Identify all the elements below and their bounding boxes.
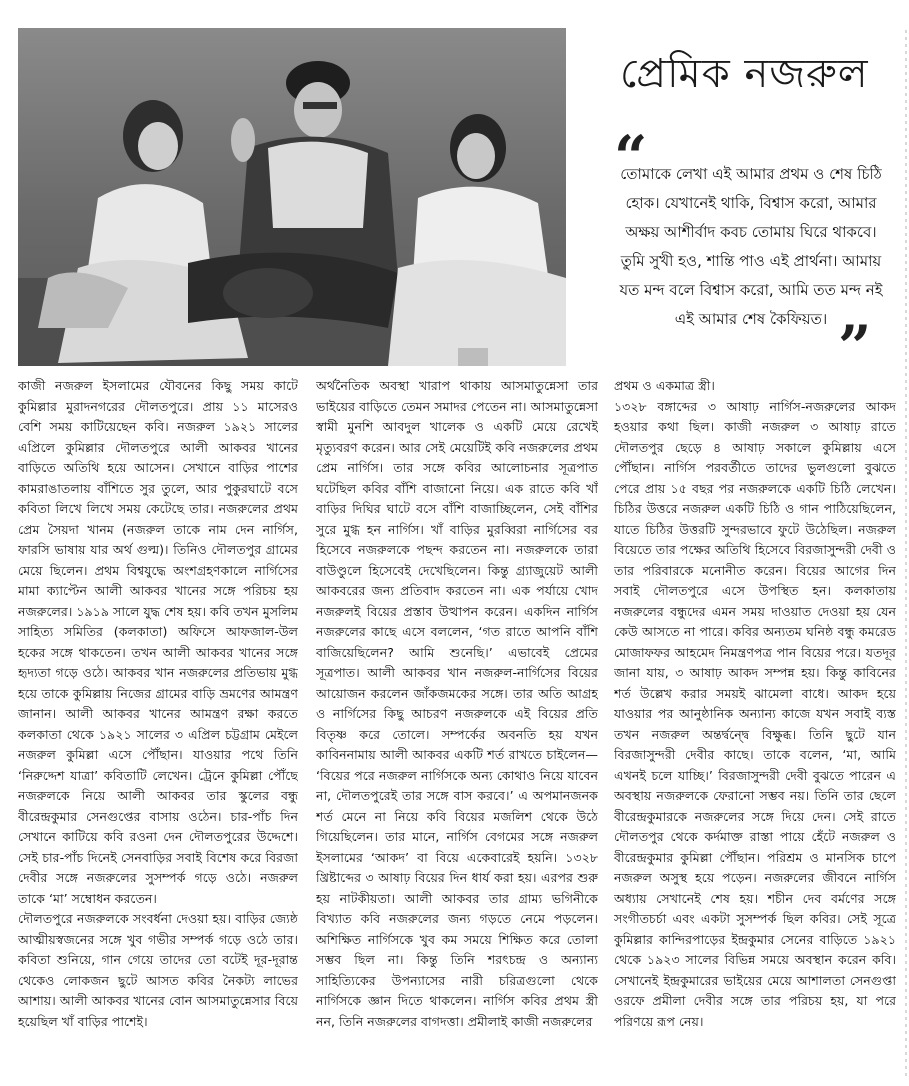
article-column-1 (18, 376, 298, 1078)
page-edge-divider (905, 30, 907, 1080)
photo-illustration (18, 28, 566, 366)
pull-quote: তোমাকে লেখা এই আমার প্রথম ও শেষ চিঠি হোক। যেখানেই থাকি, বিশ্বাস করো, আমার অক্ষয় আশীর্বাদ কবচ তোমায় ঘিরে থাকবে। তুমি সুখী হও, শান্তি পাও এই প্রার্থনা। আমায় যত মন্দ বলে বিশ্বাস করো, আমি তত মন্দ নই এই আমার শেষ কৈফিয়ত। (619, 165, 883, 328)
column-paragraph: প্রথম ও একমাত্র স্ত্রী। (614, 378, 715, 393)
article-column-3 (614, 376, 896, 1078)
column-paragraph: কাজী নজরুল ইসলামের যৌবনের কিছু সময় কাটে কুমিল্লার মুরাদনগরের দৌলতপুরে। প্রায় ১১ মাসেরও বেশি সময় কাটিয়েছেন কবি। নজরুল ১৯২১ সালের এপ্রিলে কুমিল্লার দৌলতপুরে আলী আকবর খানের বাড়িতে অতিথি হয়ে আসেন। সেখানে বাড়ির পাশের কামরাঙাতলায় বাঁশিতে সুর তুলে, আর পুকুরঘাটে বসে কবিতা লিখে লিখে সময় কেটেছে তার। নজরুলের প্রথম প্রেম সৈয়দা খানম (নজরুল তাকে নাম দেন নার্গিস, ফারসি ভাষায় যার অর্থ গুল্ম)। তিনিও দৌলতপুর গ্রামের মেয়ে ছিলেন। প্রথম বিশ্বযুদ্ধে অংশগ্রহণকালে নার্গিসের মামা ক্যাপ্টেন আলী আকবর খানের সঙ্গে পরিচয় হয় নজরুলের। ১৯১৯ সালে যুদ্ধ শেষ হয়। কবি তখন মুসলিম সাহিত্য সমিতির (কলকাতা) অফিসে আফজাল-উল হকের সঙ্গে থাকতেন। তখন আলী আকবর খানের সঙ্গে হৃদ্যতা গড়ে ওঠে। আকবর খান নজরুলের প্রতিভায় মুগ্ধ হয়ে তাকে কুমিল্লায় নিজের গ্রামের বাড়ি ভ্রমণের আমন্ত্রণ জানান। আলী আকবর খানের আমন্ত্রণ রক্ষা করতে কলকাতা থেকে ১৯২১ সালের ৩ এপ্রিল চট্টগ্রাম মেইলে নজরুল কুমিল্লা এসে পৌঁছান। যাওয়ার পথে তিনি ‘নিরুদ্দেশ যাত্রা’ কবিতাটি লেখেন। ট্রেনে কুমিল্লা পৌঁছে নজরুলকে নিয়ে আলী আকবর তার স্কুলের বন্ধু বীরেন্দ্রকুমার সেনগুপ্তের বাসায় ওঠেন। চার-পাঁচ দিন সেখানে কাটিয়ে কবি রওনা দেন দৌলতপুরের উদ্দেশে। সেই চার-পাঁচ দিনেই সেনবাড়ির সবাই বিশেষ করে বিরজা দেবীর সঙ্গে নজরুলের সুসম্পর্ক গড়ে ওঠে। নজরুল তাকে ‘মা’ সম্বোধন করতেন। (18, 378, 298, 906)
historical-photo (18, 28, 566, 366)
article-column-2 (316, 376, 598, 1078)
column-paragraph: ১৩২৮ বঙ্গাব্দের ৩ আষাঢ় নার্গিস-নজরুলের আকদ হওয়ার কথা ছিল। কাজী নজরুল ৩ আষাঢ় রাতে দৌলতপুর ছেড়ে ৪ আষাঢ় সকালে কুমিল্লায় এসে পৌঁছান। নার্গিস পরবর্তীতে তাদের ভুলগুলো বুঝতে পেরে প্রায় ১৫ বছর পর নজরুলকে একটি চিঠি লেখেন। চিঠির উত্তরে নজরুল একটি চিঠি ও গান পাঠিয়েছিলেন, যাতে চিঠির উত্তরটি সুন্দরভাবে ফুটে উঠেছিল। নজরুল বিয়েতে তার পক্ষের অতিথি হিসেবে বিরজাসুন্দরী দেবী ও তার পরিবারকে মনোনীত করেন। বিয়ের আগের দিন সবাই দৌলতপুরে এসে উপস্থিত হন। কলকাতায় নজরুলের বন্ধুদের এমন সময় দাওয়াত দেওয়া হয় যেন কেউ আসতে না পারে। কবির অন্যতম ঘনিষ্ঠ বন্ধু কমরেড মোজাফফর আহমেদ নিমন্ত্রণপত্র পান বিয়ের পরে। যতদূর জানা যায়, ৩ আষাঢ় আকদ সম্পন্ন হয়। কিন্তু কাবিনের শর্ত উল্লেখ করার সময়ই ঝামেলা বাধে। আকদ হয়ে যাওয়ার পর আনুষ্ঠানিক অন্যান্য কাজে যখন সবাই ব্যস্ত তখন নজরুল অন্তর্দ্বন্দ্বে বিক্ষুব্ধ। তিনি ছুটে যান বিরজাসুন্দরী দেবীর কাছে। তাকে বলেন, ‘মা, আমি এখনই চলে যাচ্ছি।’ বিরজাসুন্দরী দেবী বুঝতে পারেন এ অবস্থায় নজরুলকে ফেরানো সম্ভব নয়। তিনি তার ছেলে বীরেন্দ্রকুমারকে নজরুলের সঙ্গে দিয়ে দেন। সেই রাতে দৌলতপুর থেকে কর্দমাক্ত রাস্তা পায়ে হেঁটে নজরুল ও বীরেন্দ্রকুমার কুমিল্লা পৌঁছান। পরিশ্রম ও মানসিক চাপে নজরুল অসুস্থ হয়ে পড়েন। নজরুলের জীবনে নার্গিস অধ্যায় সেখানেই শেষ হয়। শচীন দেব বর্মণের সঙ্গে সংগীতচর্চা এবং একটা সুসম্পর্ক ছিল কবির। সেই সূত্রে কুমিল্লার কান্দিরপাড়ের ইন্দ্রকুমার সেনের বাড়িতে ১৯২১ থেকে ১৯২৩ সালের বিভিন্ন সময়ে অবস্থান করেন কবি। সেখানেই ইন্দ্রকুমারের ভাইয়ের মেয়ে আশালতা সেনগুপ্তা ওরফে প্রমীলা দেবীর সঙ্গে তার পরিচয় হয়, যা পরে পরিণয়ে রূপ নেয়। (614, 398, 896, 1029)
column-paragraph: অর্থনৈতিক অবস্থা খারাপ থাকায় আসমাতুন্নেসা তার ভাইয়ের বাড়িতে তেমন সমাদর পেতেন না। আসমাতুন্নেসা স্বামী মুনশি আবদুল খালেক ও একটি মেয়ে রেখেই মৃত্যুবরণ করেন। আর সেই মেয়েটিই কবি নজরুলের প্রথম প্রেম নার্গিস। তার সঙ্গে কবির আলোচনার সূত্রপাত ঘটেছিল কবির বাঁশি বাজানো নিয়ে। এক রাতে কবি খাঁ বাড়ির দিঘির ঘাটে বসে বাঁশি বাজাচ্ছিলেন, সেই বাঁশির সুরে মুগ্ধ হন নার্গিস। খাঁ বাড়ির মুরব্বিরা নার্গিসের বর হিসেবে নজরুলকে পছন্দ করতেন না। নজরুলকে তারা বাউণ্ডুলে হিসেবেই দেখেছিলেন। কিন্তু গ্র্যাজুয়েট আলী আকবরের জন্য প্রতিবাদ করতেন না। এক পর্যায়ে খোদ নজরুলই বিয়ের প্রস্তাব উত্থাপন করেন। একদিন নার্গিস নজরুলের কাছে এসে বললেন, ‘গত রাতে আপনি বাঁশি বাজিয়েছিলেন? আমি শুনেছি।’ এভাবেই প্রেমের সূত্রপাত। আলী আকবর খান নজরুল-নার্গিসের বিয়ের আয়োজন করলেন জাঁকজমকের সঙ্গে। তার অতি আগ্রহ ও নার্গিসের কিছু আচরণ নজরুলকে এই বিয়ের প্রতি বিতৃষ্ণ করে তোলে। সম্পর্কের অবনতি হয় যখন কাবিননামায় আলী আকবর একটি শর্ত রাখতে চাইলেন— ‘বিয়ের পরে নজরুল নার্গিসকে অন্য কোথাও নিয়ে যাবেন না, দৌলতপুরেই তার সঙ্গে বাস করবে।’ এ অপমানজনক শর্ত মেনে না নিয়ে কবি বিয়ের মজলিশ থেকে উঠে গিয়েছিলেন। তার মানে, নার্গিস বেগমের সঙ্গে নজরুল ইসলামের ‘আকদ’ বা বিয়ে একেবারেই হয়নি। ১৩২৮ খ্রিষ্টাব্দের ৩ আষাঢ় বিয়ের দিন ধার্য করা হয়। এরপর শুরু হয় নাটকীয়তা। আলী আকবর তার গ্রাম্য ভগিনীকে বিখ্যাত কবি নজরুলের জন্য গড়তে নেমে পড়লেন। অশিক্ষিত নার্গিসকে খুব কম সময়ে শিক্ষিত করে তোলা সম্ভব ছিল না। কিন্তু তিনি শরৎচন্দ্র ও অন্যান্য সাহিত্যিকের উপন্যাসের নারী চরিত্রগুলো থেকে নার্গিসকে জ্ঞান দিতে থাকলেন। নার্গিস কবির প্রথম স্ত্রী নন, তিনি নজরুলের বাগদত্তা। প্রমীলাই কাজী নজরুলের (316, 378, 598, 1029)
open-quote-mark: “ (614, 123, 648, 191)
column-paragraph: দৌলতপুরে নজরুলকে সংবর্ধনা দেওয়া হয়। বাড়ির জ্যেষ্ঠ আত্মীয়স্বজনের সঙ্গে খুব গভীর সম্পর্ক গড়ে ওঠে তার। কবিতা শুনিয়ে, গান গেয়ে তাদের তো বটেই দূর-দূরান্ত থেকেও লোকজন ছুটে আসত কবির নৈকট্য লাভের আশায়। আলী আকবর খানের বোন আসমাতুন্নেসার বিয়ে হয়েছিল খাঁ বাড়ির পাশেই। (18, 911, 298, 1029)
close-quote-mark: ” (838, 313, 872, 381)
article-headline: প্রেমিক নজরুল (620, 51, 869, 97)
